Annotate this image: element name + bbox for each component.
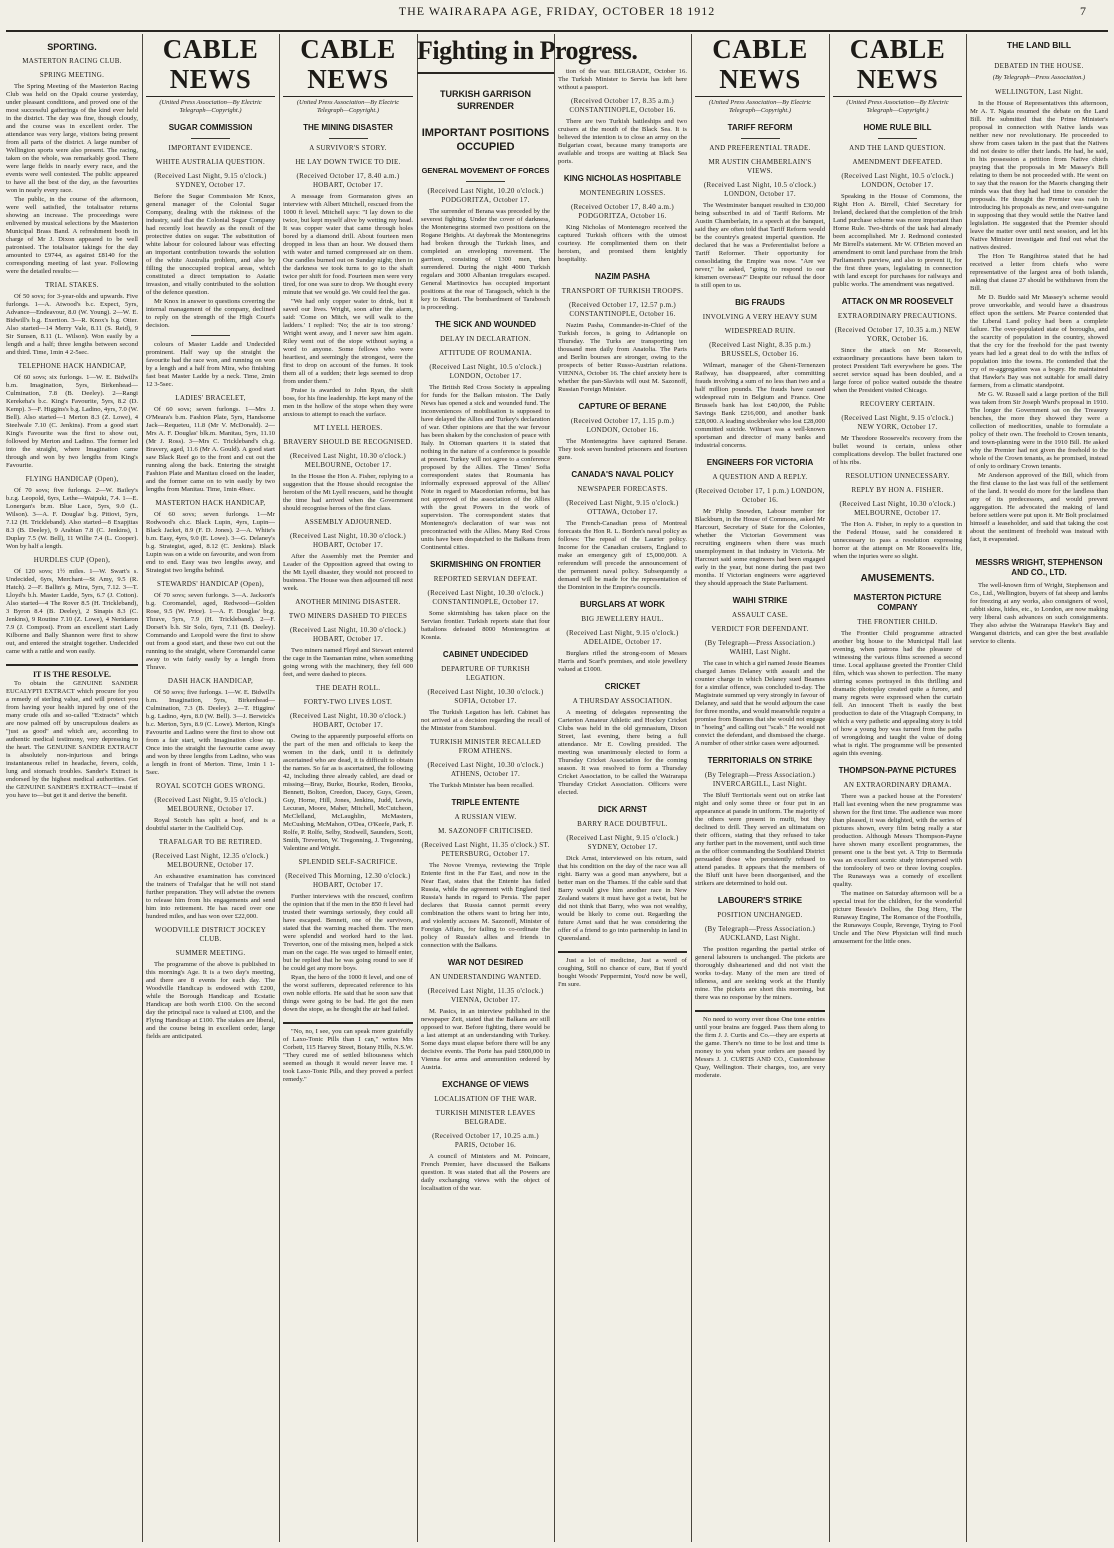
- column-cable-news-1: [146, 34, 275, 1542]
- dateline: (Received Last Night, 10.5 o'clock.) LONDON, October 17.: [429, 363, 542, 380]
- article-paragraph: colours of Master Ladde and Undecided prominent. Half way up the straight the favourite had the race won, and running on won by a length and a half from Mira, who finishing fast beat Master Ladde by a neck. Time, 2min 12 3-5sec.: [146, 341, 275, 388]
- article-paragraph: The Turkish Minister has been recalled.: [429, 782, 534, 789]
- headline: EXCHANGE OF VIEWS: [442, 1080, 529, 1089]
- article-paragraph: The public, in the course of the afternoon, were well satisfied, the totalisator returns showing an increase. The proceedings were enlivened by musical selections by the Masterton Municipal Brass Band. A refreshment booth in charge of Mr J. Dixon appeared to be well patronised. The totalisator takings for the day amounted to £9744, as against £8140 for the corresponding meeting of last year. Following were the detailed results:—: [6, 196, 138, 275]
- headline: GENERAL MOVEMENT OF FORCES: [421, 166, 550, 175]
- article-paragraph: The Hon Te Rangihiroa stated that he had received a letter from chiefs who were representative of the largest area of both islands, asking that clause 27 should be withdrawn from the Bill.: [970, 253, 1108, 292]
- article-paragraph: The Westminster banquet resulted in £30,000 being subscribed in aid of Tariff Reform. Mr Austin Chamberlain, in a speech at the banquet, said they are often told that Tariff Reform would be the country's greatest imperial question. He declared that he was a Preferentialist before a Tariff Reformer. Their opportunity for consolidating the Empire was now. "Are we never," he asked, "going to respond to our kinsmen overseas?" Despite our refusal the door is still open to us.: [695, 202, 825, 289]
- subheading: WHITE AUSTRALIA QUESTION.: [155, 158, 266, 166]
- column-rule: [966, 34, 967, 1542]
- article-paragraph: Some skirmishing has taken place on the Servian frontier. Turkish reports state that four battalions defeated 8000 Montenegrins at Kosnia.: [421, 610, 550, 641]
- subheading: BRAVERY SHOULD BE RECOGNISED.: [283, 438, 413, 446]
- article-paragraph: Ryan, the hero of the 1000 ft level, and one of the worst sufferers, deprecated reference to his own noble efforts. He said that he soon saw that things were going to be bad. He got the men down the stope, as he thought the air had failed.: [283, 974, 413, 1013]
- article-paragraph: Mr G. W. Russell said a large portion of the Bill was taken from Sir Joseph Ward's proposal in 1910. The longer the Government sat on the Treasury benches, the more they showed they were a collection of mediocrities, unable to formulate a policy of their own. The freehold to Crown tenants, and town-planning were in the 1910 Bill. He asked why the Premier had not given the freehold to the whole of the Crown tenants, as he promised, instead of only to ordinary Crown tenants.: [970, 391, 1108, 470]
- dateline: (Received Last Night, 9.15 o'clock.) MELBOURNE, October 17.: [154, 796, 267, 813]
- article-paragraph: A message from Gormanston gives an interview with Albert Mitchell, rescued from the 1000 ft level. Mitchell says: "I lay down to die twice, but kept myself alive by wetting my head. It was copper water that came through holes bored by a diamond drill. About fourteen men dropped in less than an hour. We doused them with water and turned compressed air on them. Our candles burned out on Sunday night; then in the darkness we took turns to go to the shaft twice per shift for food. Fourteen men were very tired, for one was sure to drop. We thought every minute that we would go. We could feel the gas.: [283, 193, 413, 296]
- dateline: (Received Last Night, 11.35 o'clock.) ST. PETERSBURG, October 17.: [421, 841, 550, 858]
- article-paragraph: "We had only copper water to drink, but it saved our lives. Wright, soon after the alarm, said: 'Come on Mitch, we will walk to the ladders.' I replied: 'No; the air is too strong.' Wright went away, and I never saw him again. Riley went out of the stope without saying a word to anyone. Some fellows who were heartiest, and seemingly the strongest, were the first to drop on account of the fumes. It took them all of a sudden; their legs seemed to drop from under them.": [283, 298, 413, 385]
- subheading: AND PREFERENTIAL TRADE.: [709, 144, 811, 152]
- subheading: SPLENDID SELF-SACRIFICE.: [298, 858, 398, 866]
- article-paragraph: Mr Philip Snowden, Labour member for Blackburn, in the House of Commons, asked Mr Harcourt, Secretary of State for the Colonies, whether the Victorian Government was recruiting engineers when there was much unemployment in that industry in Victoria. Mr Harcourt said some engineers had been engaged early in the year, but none during the past two months. If Victorian engineers were aggrieved they should approach the State Parliament.: [695, 508, 825, 587]
- race-result: Of 120 sovs; 1½ miles. 1—W. Swart's s. Undecided, 6yrs, Merchant—St Amy, 9.5 (R. Hatch). 2—F. Ballin's g. Mira, 5yrs, 7.12. 3—T. Lloyd's b.h. Master Ladde, 5yrs, 6.7 (J. Cotton). Also started—4 The Rover 8.5 (H. Trickleband), 3 Byron 8.4 (B. Deeley), 2 Sinapis 8.3 (C. Jenkins), 9 Routine 7.10 (Z. Lowe), 4 Neridaron 7.9 (J. Compost). From an excellent start Lady Kilborne and Bally Shannon were first to show out, and entered the straight together. Undecided came with a rattle and won easily.: [6, 568, 138, 655]
- subheading: MASTERTON RACING CLUB.: [22, 57, 122, 65]
- subheading: ASSAULT CASE.: [731, 611, 789, 619]
- column-land-bill: [970, 34, 1108, 1542]
- article-paragraph: Mr Anderson approved of the Bill, which from the first clause to the last was full of the settlement of the land. It would do more for the landless than any of its predecessors, and would prevent aggregation. He advocated the making of land before settlers were put upon it. Mr Bolt proclaimed himself a leaseholder, and said that taking the cost about the sentiment of freehold was instead with fact, it evaporated.: [970, 472, 1108, 543]
- column-rule: [829, 34, 830, 1542]
- cable-news-banner: CABLE NEWS: [833, 34, 962, 97]
- article-paragraph: The French-Canadian press of Montreal forecasts the Hon R. L. Borden's naval policy as follows: The repeal of the Laurier policy. Income for the Canadian cruisers, England to make an emergency gift of £5,000,000. A referendum will precede the announcement of the permanent naval policy. Subsequently a demand will be made for the representation of the Dominion in the Empire's councils.: [558, 520, 687, 591]
- race-title: STEWARDS' HANDICAP (Open),: [157, 580, 264, 588]
- subheading: HE LAY DOWN TWICE TO DIE.: [295, 158, 401, 166]
- divider: [191, 138, 230, 139]
- subheading: TRANSPORT OF TURKISH TROOPS.: [561, 287, 684, 295]
- headline: BIG FRAUDS: [735, 298, 785, 307]
- column-rule: [691, 34, 692, 1542]
- headline: TRIPLE ENTENTE: [451, 798, 520, 807]
- advertisement: [558, 951, 687, 989]
- headline: HOME RULE BILL: [863, 123, 932, 132]
- article-paragraph: M. Pasics, in an interview published in the newspaper Zeit, stated that the Balkans are still opposed to war. Before fighting, there would be a last attempt at an understanding with Turkey. Some days must elapse before there will be any decisive events. The Porte has paid £800,000 in Vienna for arms and ammunition ordered by Austria.: [421, 1008, 550, 1071]
- dateline: (Received Last Night, 10.30 o'clock.) CONSTANTINOPLE, October 17.: [427, 589, 544, 606]
- race-result: Of 70 sovs; seven furlongs. 3—A. Jackson's b.g. Coromandel, aged, Redwood—Golden Rose, 9.5 (W. Price). 1—A. F. Douglas' br.g. Thrave, 5yrs, 7.9 (H. Trickleband). 2—F. Dorset's b.h. Sir Solo, 6yrs, 7.11 (B. Deeley). Commando and Leopold were the first to show out from a good start, and these two cut out the running to the straight, where Coromandel came away to win fairly easily by a length from Thrave.: [146, 592, 275, 671]
- divider: [878, 138, 917, 139]
- ad-body: Just a lot of medicine, Just a word of coughing, Still no chance of cure, But if you'd bought Woods' Peppermint, You'd now be well, I'm sure.: [558, 957, 687, 988]
- dateline: (Received Last Night, 9.15 o'clock.) ADELAIDE, October 17.: [566, 629, 679, 646]
- dateline: (Received Last Night, 10.30 o'clock.) HOBART, October 17.: [290, 626, 406, 643]
- article-paragraph: A meeting of delegates representing the Carterton Amateur Athletic and Hockey Cricket Clubs was held in the old gymnasium, Dixon Street, last evening, there being a full attendance. Mr E. Cowling presided. The meeting was unanimously elected to form a Thursday Cricket Association for the coming season. It was resolved to form a Thursday Cricket Association, to be called the Wairarapa Thursday Cricket Association. Officers were elected.: [558, 709, 687, 796]
- headline: MESSRS WRIGHT, STEPHENSON AND CO., LTD.: [975, 558, 1103, 577]
- ad-body: "No, no, I see, you can speak more gratefully of Laxo-Tonic Pills than I can," writes Mrs Corbett, 115 Harvey Street, Botany Hills, N.S.W. "They cured me of settled biliousness which seemed as though it would never leave me. I took Laxo-Tonic Pills, and they proved a perfect remedy.": [283, 1028, 413, 1083]
- subheading: WOODVILLE DISTRICT JOCKEY CLUB.: [154, 926, 267, 943]
- article-paragraph: The programme of the above is published in this morning's Age. It is a two day's meeting, and there are 8 events for each day. The Woodville Handicap is endowed with £200, while the Borough Handicap and Ecstatic Handicap are both worth £100. On the second day the principal race is valued at £100, and the Flying Handicap at £100. The stakes are liberal, and the course being in excellent order, large fields are anticipated.: [146, 961, 275, 1040]
- divider: [741, 138, 780, 139]
- ad-heading: IT IS THE RESOLVE.: [32, 670, 112, 679]
- subheading: AMENDMENT DEFEATED.: [852, 158, 943, 166]
- dateline: (Received Last Night, 10.5 o'clock.) LONDON, October 17.: [841, 172, 954, 189]
- divider: [329, 138, 368, 139]
- article-paragraph: Nazim Pasha, Commander-in-Chief of the Turkish forces, is going to Adrianople on Thursday. The Turks are transporting ten thousand men daily from Anatolia. The Paris and Berlin bourses are stronger, owing to the prospects of better Russo-Austrian relations. VIENNA, October 16. The chief anxiety here is whether the pan-Slavists will oust M. Sazonoff, Russian Foreign Minister.: [558, 322, 687, 393]
- ad-body: To obtain the GENUINE SANDER EUCALYPTI EXTRACT which procure for you a remedy of sterling value, and will protect you from having your health injured by one of the many crude oils and so-called "Extracts" which are now palmed off by unscrupulous dealers as "just as good" and which are, according to authentic medical testimony, very depressing to the heart. The GENUINE SANDER EXTRACT is absolutely non-injurious and brings instantaneous relief in headache, fevers, colds, lung and stomach troubles. Sander's Extract is endorsed by the highest medical authorities. Get the GENUINE SANDER'S EXTRACT—insist if you have to—but get it and derive the benefit.: [6, 680, 138, 799]
- article-paragraph: Burglars rifled the strong-room of Messrs Harris and Scarf's premises, and stole jewellery valued at £1000.: [558, 650, 687, 673]
- race-result: Of 50 sovs; for 3-year-olds and upwards. Five furlongs. 1—A. Atwood's b.c. Expect, 5yrs, Advance—Endeavour, 8.0 (W. Young). 2—W. E. Bidwill's b.g. Exertion. 3—R. Knox's b.g. Otter. Also started—14 Merry Vale, 8.11 (S. Reid), 9 Sir Sunsen, 8.11 (L. Wilson). Won easily by a length and a half; three lengths between second and third. Time, 1min 4 2-5sec.: [6, 293, 138, 356]
- dateline: (Received October 17, 1.15 p.m.) LONDON, October 16.: [570, 417, 675, 434]
- article-paragraph: The Novoe Vremya, reviewing the Triple Entente first in the Far East, and now in the Near East, states that the Entente has failed Russia, while the agreement with England tied Russia's hands in regard to Persia. The paper declares that Russia cannot permit every combination the others want to bring her into, and violently accuses M. Sazonoff, Minister of Foreign Affairs, for failing to co-ordinate the policy of Russia's allies and friends in connection with the Balkans.: [421, 862, 550, 949]
- headline: THE LAND BILL: [1006, 40, 1072, 50]
- headline: THOMPSON-PAYNE PICTURES: [838, 766, 957, 775]
- race-title: DASH HACK HANDICAP,: [167, 677, 254, 685]
- dateline: (Received Last Night, 8.35 p.m.) BRUSSELS, October 16.: [709, 341, 811, 358]
- subheading: AN UNDERSTANDING WANTED.: [429, 973, 542, 981]
- article-paragraph: Before the Sugar Commission Mr Knox, general manager of the Colonial Sugar Company, dealing with the riskiness of the industry, said that the Colonial Sugar Company had recently lost heavily as the result of the protective duties on sugar. The substitution of white labour for coloured labour was effecting an important contribution towards the solution of the white Australia problem, and also by filling the unoccupied tropical areas, which constituted a direct temptation to Asiatic invasion, and vitally contributed to the solution of the defence question.: [146, 193, 275, 296]
- headline: THE SICK AND WOUNDED: [434, 320, 537, 329]
- race-title: FLYING HANDICAP (Open),: [25, 475, 119, 483]
- race-result: Of 50 sovs; five furlongs. 1—W. E. Bidwill's b.m. Imagination, 5yrs, Birkenhead—Culmination, 7.3 (B. Deeley). 2—T. Higgins' b.g. Ladino, 4yrs, 8.0 (W. Bell). 3—J. Berwick's b.c. Merton, 5yrs, 8.9 (C. Lowe). Merton, King's Favourite and Ladino were the first to show out from a fair start, with Imagination close up. Once into the straight the favourite came away and won by three lengths from Ladino, who was a length in front of Merton. Time, 1min 1 1-5sec.: [146, 689, 275, 776]
- article-paragraph: The Turkish Legation has left. Cabinet has not arrived at a decision regarding the recall of the Minister from Stamboul.: [421, 709, 550, 732]
- dateline: (Received Last Night, 10.30 o'clock.) ATHENS, October 17.: [427, 761, 544, 778]
- cable-news-banner: CABLE NEWS: [695, 34, 825, 97]
- headline: ATTACK ON MR ROOSEVELT: [841, 297, 954, 306]
- article-paragraph: The Montenegrins have captured Berane. They took seven hundred prisoners and fourteen guns.: [558, 438, 687, 461]
- subheading: MR AUSTIN CHAMBERLAIN'S VIEWS.: [708, 158, 812, 175]
- dateline: (Received October 17, 12.57 p.m.) CONSTANTINOPLE, October 16.: [568, 301, 677, 318]
- column-rule: [417, 34, 418, 1542]
- dateline: (Received October 17, 10.35 a.m.) NEW YORK, October 16.: [834, 326, 961, 343]
- headline: WAR NOT DESIRED: [447, 958, 524, 967]
- subheading: VERDICT FOR DEFENDANT.: [711, 625, 809, 633]
- article-paragraph: Mr D. Buddo said Mr Massey's scheme would prove unworkable, and would have a disastrous effect upon the settlers. Mr Pearce contended that the Liberal Land policy had been a complete failure. The over-populated state of boroughs, and the scarcity of population in the country, showed that the cry for the freehold for the past twenty years had led a great deal to do with the influx of population into the towns. He contended that the cry of re-aggregation was a bogey. He maintained that Hawke's Bay was not suitable for small dairy farmers, from a climatic standpoint.: [970, 294, 1108, 389]
- subheading: TURKISH MINISTER RECALLED FROM ATHENS.: [430, 738, 541, 755]
- headline: TURKISH GARRISON SURRENDER: [439, 89, 531, 111]
- race-result: Of 60 sovs; seven furlongs. 1—Mrs J. O'Meara's b.m. Fashion Plate, 5yrs, Handsome Jack—Requeteu, 11.8 (Mr V. McDonald). 2—Mrs A. F. Douglas' blk.m. Manitau, 5yrs, 11.10 (Mr J. Ross). 3—Mrs C. Trickleband's ch.g. Bravery, aged, 11.6 (Mr A. Gould). A good start saw Black Reef go to the front and cut out the running along the back. Entering the straight Fashion Plate and Manitau closed on the leader, and the former came on to win easily by two lengths from Manitau. Time, 1min 49sec.: [146, 406, 275, 493]
- subheading: DELAY IN DECLARATION.: [440, 335, 531, 343]
- dateline: (Received Last Night, 10.20 o'clock.) PODGORITZA, October 17.: [427, 187, 544, 204]
- subheading: TWO MINERS DASHED TO PIECES: [288, 612, 408, 620]
- column-rule: [142, 34, 143, 1542]
- masthead-rule: [6, 30, 1108, 32]
- race-title: TELEPHONE HACK HANDICAP,: [17, 362, 127, 370]
- subheading: THE DEATH ROLL.: [315, 684, 381, 692]
- dateline: (Received October 17, 1 p.m.) LONDON, October 16.: [695, 487, 825, 504]
- section-heading: SPORTING.: [47, 42, 97, 52]
- dateline: WELLINGTON, Last Night.: [994, 88, 1084, 96]
- subheading: EXTRAORDINARY PRECAUTIONS.: [837, 312, 958, 320]
- dateline: (Received October 17, 8.40 a.m.) HOBART, October 17.: [296, 172, 400, 189]
- headline: THE MINING DISASTER: [303, 123, 393, 132]
- article-paragraph: Mr Knox in answer to questions covering the internal management of the company, declined to reply on the strength of the High Court's decision.: [146, 298, 275, 329]
- cable-news-banner: CABLE NEWS: [146, 34, 275, 97]
- subheading: REPORTED SERVIAN DEFEAT.: [433, 575, 538, 583]
- dateline: (Received Last Night, 10.30 o'clock.) MELBOURNE, October 17.: [290, 452, 406, 469]
- article-paragraph: King Nicholas of Montenegro received the captured Turkish officers with the utmost courtesy. He complimented them on their heroism, and promised them knightly hospitality.: [558, 224, 687, 263]
- divider: [191, 335, 230, 336]
- subheading: IMPORTANT EVIDENCE.: [168, 144, 253, 152]
- subheading: LOCALISATION OF THE WAR.: [434, 1095, 537, 1103]
- subheading: DEBATED IN THE HOUSE.: [994, 62, 1084, 70]
- press-credit: (United Press Association—By Electric Telegraph—Copyright.): [708, 99, 812, 114]
- page-number: 7: [1080, 4, 1087, 18]
- article-paragraph: Wilmart, manager of the Ghent-Ternenzen Railway, has disappeared, after committing frauds involving a sum of no less than two and a half million pounds. The frauds have caused widespread ruin in Belgium and France. One Brussels bank has lost £40,000, the Public Savings Bank £216,000, and another bank £28,000. A leading stockbroker who lost £28,000 committed suicide. Wilmart was a well-known sportsman and director of many banks and industrial concerns.: [695, 362, 825, 449]
- headline: NAZIM PASHA: [595, 272, 650, 281]
- subheading: REPLY BY HON A. FISHER.: [851, 486, 944, 494]
- dateline: (Received Last Night, 10.5 o'clock.) LONDON, October 17.: [703, 181, 817, 198]
- subheading: SPRING MEETING.: [39, 71, 105, 79]
- divider: [466, 181, 505, 182]
- subheading: M. SAZONOFF CRITICISED.: [438, 827, 533, 835]
- subheading: A THURSDAY ASSOCIATION.: [572, 697, 673, 705]
- subheading: A QUESTION AND A REPLY.: [712, 473, 808, 481]
- press-credit: (United Press Association—By Electric Telegraph—Copyright.): [159, 99, 262, 114]
- article-paragraph: The position regarding the partial strike of general labourers is unchanged. The pickets are thoroughly disheartened and did not visit the works to-day. Many of the men are tired of idleness, and are seeking work at the Huntly mine. The pickets are short this morning, but there was no response by the miners.: [695, 946, 825, 1001]
- headline: BURGLARS AT WORK: [580, 600, 665, 609]
- article-paragraph: The well-known firm of Wright, Stephenson and Co., Ltd., Wellington, buyers of fat sheep and lambs for freezing at any works, also consigners of wool, rabbit skins, hides, etc., to London, are now making very liberal cash advances on such consignments. They also advise the Wairarapa Hawke's Bay and Wanganui districts, and can give the best available service to clients.: [970, 582, 1108, 645]
- article-paragraph: Further interviews with the rescued, confirm the opinion that if the men in the 850 ft level had trusted their warnings seriously, they could all have escaped. Bennett, one of the survivors, stated that the warning reached them. The men were splendid and worked hard to the last. Treverton, one of the missing men, helped a sick man on the cage. He was urged to himself enter, but he replied that he was going round to see if he could get any more boys.: [283, 893, 413, 972]
- cable-news-banner: CABLE NEWS: [283, 34, 413, 97]
- headline: SUGAR COMMISSION: [168, 123, 253, 132]
- masthead: [0, 4, 1114, 24]
- article-paragraph: Speaking in the House of Commons, the Right Hon A. Birrell, Chief Secretary for Ireland, declared that the completion of the Irish Land purchase scheme was more important than Home Rule. Two-thirds of the task had already been accomplished. Mr J. Redmond contested Mr Birrell's statement. Mr W. O'Brien moved an amendment to omit land purchase from the Irish Parliament's purview, and also to prevent it, for the first three years, legislating in connection with land except for purchases for railways and public works. The amendment was negatived.: [833, 193, 962, 288]
- headline: CAPTURE OF BERANE: [578, 402, 667, 411]
- column-cable-news-3: [695, 34, 825, 1542]
- advertisement: [283, 1022, 413, 1084]
- subheading: NEWSPAPER FORECASTS.: [577, 485, 668, 493]
- subheading: SUMMER MEETING.: [175, 949, 246, 957]
- headline: MASTERTON PICTURE COMPANY: [853, 593, 942, 612]
- article-paragraph: The surrender of Berana was preceded by the severest fighting. Under the cover of darkness, the Montenegrins stormed two positions on the Rogane Heights. At daybreak the Montenegrins had broken through the Turkish lines, and completed an enveloping movement. The garrison, consisting of 1300 men, then surrendered. During the night 4000 Turkish regulars and 3000 Albanian irregulars escaped. General Martinovics has occupied important positions at the rear of Taragosch, which is the key to Skutari. The bombardment of Tarabosch is proceeding.: [421, 208, 550, 311]
- race-title: TRIAL STAKES.: [45, 281, 99, 289]
- subheading: TRAFALGAR TO BE RETIRED.: [158, 838, 263, 846]
- subheading: THE FRONTIER CHILD.: [857, 618, 938, 626]
- article-paragraph: There was a packed house at the Foresters' Hall last evening when the new programme was shown for the first time. The audience was more than pleased, it was delighted, with the series of pictures shown, every film being really a star production. Although Messrs Thompson-Payne have shown many excellent programmes, the present one is the best yet. A Trip to Bermuda was an excellent scenic study interspersed with the tomfoolery of two or three loving couples. The Runaways was a comedy of excellent quality.: [833, 793, 962, 888]
- dateline: (Received Last Night, 11.35 o'clock.) VIENNA, October 17.: [427, 987, 544, 1004]
- article-paragraph: The Bluff Territorials went out on strike last night and only some three or four put in an appearance at parade in uniform. The majority of the others were present in mufti, but they declined to drill. They served an ultimatum on their officers, stating that they refused to take any further part in the movement, until such time as the officer commanding the Southland District persuaded those who persistently refused to attend parades. It appears that the members of the Bluff unit have been disorganised, and the strikers are determined to hold out.: [695, 792, 825, 887]
- press-credit: (By Telegraph—Press Association.): [992, 74, 1086, 81]
- subheading: RECOVERY CERTAIN.: [859, 400, 936, 408]
- article-paragraph: In the House of Representatives this afternoon, Mr A. T. Ngata resumed the debate on the Land Bill. He submitted that the Prime Minister's proposal in connection with Native lands was neither new nor revolutionary. He proceeded to show from cases taken in the past that the Natives did not desire to offer their lands. He had, he said, in his possession a petition from Native chiefs praying that the proposals in Mr Massey's Bill relating to them be not proceeded with. He went on to say that the reason for the Maoris changing their minds was that they had had time to consider the proposals. He thought the Premier was rash in introducing his proposals as new, and over-sanguine in supposing that they would settle the Native land legislation. He suggested that the Premier should leave the matter over until next session, and let his Native Minister investigate and find out what the natives desired.: [970, 100, 1108, 251]
- article-paragraph: Mr Theodore Roosevelt's recovery from the bullet wound is certain, unless other complications develop. The bullet fractured one of his ribs.: [833, 435, 962, 466]
- article-paragraph: A council of Ministers and M. Poincare, French Premier, have discussed the Balkans question. It was stated that all the Powers are daily exchanging views with the object of localisation of the war.: [421, 1153, 550, 1192]
- article-paragraph: Two miners named Floyd and Stewart entered the cage in the Tasmanian mine, when something going wrong with the machinery, they fell 600 feet, and were dashed to pieces.: [283, 647, 413, 678]
- dateline: (Received Last Night, 12.35 o'clock.) MELBOURNE, October 17.: [152, 852, 269, 869]
- headline: LABOURER'S STRIKE: [717, 896, 803, 905]
- dateline: (By Telegraph—Press Association.) WAIHI, Last Night.: [704, 639, 816, 656]
- headline: SKIRMISHING ON FRONTIER: [430, 560, 541, 569]
- dateline: (Received Last Night, 10.30 o'clock.) SOFIA, October 17.: [427, 688, 544, 705]
- subheading: A SURVIVOR'S STORY.: [309, 144, 387, 152]
- headline: CABINET UNDECIDED: [442, 650, 529, 659]
- column-rule: [279, 34, 280, 1542]
- subheading: WIDESPREAD RUIN.: [724, 327, 796, 335]
- dateline: (Received Last Night, 10.30 o'clock.) HOBART, October 17.: [290, 532, 406, 549]
- dateline: (Received Last Night, 9.15 o'clock.) OTTAWA, October 17.: [566, 499, 679, 516]
- column-war-news-continued: [558, 34, 687, 1542]
- advertisement: [695, 1010, 825, 1080]
- ad-body: No need to worry over those One tone entries until your brains are fogged. Pass them along to the firm J. J. Curtis and Co.—they are experts at the game. There's no time to be lost and time is money to you when your orders are passed by Messrs J. J. CURTIS AND CO., Customhouse Quay, Wellington. Their charges, too, are very moderate.: [695, 1016, 825, 1079]
- masthead-title: THE WAIRARAPA AGE, FRIDAY, OCTOBER 18 1912: [398, 4, 716, 18]
- dateline: (By Telegraph—Press Association.) INVERCARGILL, Last Night.: [704, 771, 816, 788]
- column-rule: [554, 34, 555, 1542]
- subheading: BARRY RACE DOUBTFUL.: [577, 820, 668, 828]
- article-paragraph: After the Assembly met the Premier and Leader of the Opposition agreed that owing to the Mt Lyell disaster, they would not proceed to business. The House was then adjourned till next week.: [283, 553, 413, 592]
- article-paragraph: Since the attack on Mr Roosevelt, extraordinary precautions have been taken to protect President Taft everywhere he goes. The secret service squad has been doubled, and a large force of police waited outside the theatre when the President visited Chicago.: [833, 347, 962, 394]
- subheading: RESOLUTION UNNECESSARY.: [845, 472, 950, 480]
- race-title: LADIES' BRACELET,: [175, 394, 246, 402]
- subheading: AN EXTRAORDINARY DRAMA.: [843, 781, 952, 789]
- press-credit: (United Press Association—By Electric Telegraph—Copyright.): [846, 99, 949, 114]
- dateline: (By Telegraph—Press Association.) AUCKLAND, Last Night.: [704, 925, 816, 942]
- headline: CRICKET: [604, 682, 641, 691]
- subheading: MT LYELL HEROES.: [313, 424, 383, 432]
- headline: IMPORTANT POSITIONS OCCUPIED: [421, 127, 550, 153]
- subheading: ANOTHER MINING DISASTER.: [295, 598, 401, 606]
- dateline: (Received Last Night, 9.15 o'clock.) SYDNEY, October 17.: [154, 172, 267, 189]
- headline: TARIFF REFORM: [727, 123, 793, 132]
- headline: TERRITORIALS ON STRIKE: [707, 756, 813, 765]
- article-paragraph: The Spring Meeting of the Masterton Racing Club was held on the Opaki course yesterday, under pleasant conditions, and proved one of the most successful gatherings of the kind ever held in the district. The day was fine, though cloudy, and the course was in excellent order. The attendance was very large, visitors being present from all parts of the district. A large number of Wellington sports were also present. The racing, taken on the whole, was remarkably good. There were large fields in nearly every race, and the events were well contested. The public appeared to have all the best of the day, as the favourites won in nearly every race.: [6, 83, 138, 194]
- dateline: (Received Last Night, 9.15 o'clock.) NEW YORK, October 17.: [841, 414, 954, 431]
- dateline: (Received October 17, 8.40 a.m.) PODGORITZA, October 16.: [571, 203, 674, 220]
- headline: ENGINEERS FOR VICTORIA: [706, 458, 814, 467]
- headline: CANADA'S NAVAL POLICY: [571, 470, 674, 479]
- article-paragraph: The matinee on Saturday afternoon will be a special treat for the children, for the wonderful picture Bessie's Dollies, the Dog Hero, The Runaway Engine, The Romance of the Foothills, the Runaways Couple, Revenge, Trying to Fool Uncle and The New Physician will find much amusement for the little ones.: [833, 890, 962, 945]
- subheading: AND THE LAND QUESTION.: [849, 144, 946, 152]
- race-title: MASTERTON HACK HANDICAP,: [155, 499, 266, 507]
- race-result: Of 60 sovs; seven furlongs. 1—Mr Rodwood's ch.c. Black Lupin, 4yrs, Lupin—Black Jacket, 8.9 (F. D. Jones). 2—A. White's b.m. Easy, 4yrs, 9.0 (E. Lowe). 3—G. Delaney's b.g. Strategist, aged, 8.12 (C. Jenkins). Black Lupin was on a wide on favourite, and won from end to end. Easy was two lengths away, and Strategist two lengths behind.: [146, 511, 275, 574]
- article-paragraph: tion of the war. BELGRADE, October 16. The Turkish Minister to Servia has left here without a passport.: [558, 68, 687, 91]
- article-paragraph: In the House the Hon A. Fisher, replying to a suggestion that the House should recognise the heroism of the Mt Lyell rescuers, said he thought the time had arrived when the Government should recognise heroes of the first class.: [283, 473, 413, 512]
- article-paragraph: Praise is awarded to John Ryan, the shift boss, for his fine leadership. He kept many of the men in the hollow of the stope when they were anxious to attempt to reach the surface.: [283, 387, 413, 418]
- article-paragraph: The Hon A. Fisher, in reply to a question in the Federal House, said he considered it unnecessary to pass a resolution expressing horror at the attempt on Mr Roosevelt's life, when the injuries were so slight.: [833, 521, 962, 560]
- subheading: TURKISH MINISTER LEAVES BELGRADE.: [435, 1109, 536, 1126]
- subheading: ROYAL SCOTCH GOES WRONG.: [155, 782, 266, 790]
- subheading: FORTY-TWO LIVES LOST.: [303, 698, 393, 706]
- dateline: (Received Last Night, 10.30 o'clock.) HOBART, October 17.: [290, 712, 406, 729]
- subheading: INVOLVING A VERY HEAVY SUM: [702, 313, 818, 321]
- dateline: (Received Last Night, 10.30 o'clock.) MELBOURNE, October 17.: [839, 500, 956, 517]
- subheading: DEPARTURE OF TURKISH LEGATION.: [441, 665, 530, 682]
- column-sporting: [6, 34, 138, 1542]
- subheading: BIG JEWELLERY HAUL.: [581, 615, 664, 623]
- article-paragraph: The British Red Cross Society is appealing for funds for the Balkan mission. The Daily News has opened a sick and wounded fund. The inconveniences of mobilisation is supposed to have delayed the Allies and Turkey's declaration of war. Other opinions are that the war fervour has been shaken by the conclusion of peace with Italy. In Ottoman quarters it is stated that nothing in the nature of a conference is possible at present. Turkey will not agree to a conference proposed by the Allies. The Times' Sofia correspondent states that Roumania has informally expressed approval of the Allies' Note in regard to Macedonian reforms, but has not approved of the association of the Allies with the great Powers in the work of supervision. The correspondent states that Montenegro's declaration of war was not precontracted with the Allies. Many Red Cross units have been despatched to the Balkans from Continental cities.: [421, 384, 550, 551]
- article-paragraph: The case in which a girl named Jessie Beames charged James Delaney with assault and the counter charge in which Delaney sued Beames for a similar offence, was concluded to-day. The Magistrate summed up very strongly in favour of Delaney, and said that he would adjourn the case for three months, and would meanwhile require a promise from Beames that she would not engage in "hoeing" and calling out "scab." He would not convict the defendant, and dismissed the charge. A number of other strike cases were adjourned.: [695, 660, 826, 747]
- advertisement: [6, 664, 138, 800]
- headline: WAIHI STRIKE: [732, 596, 788, 605]
- article-paragraph: An exhaustive examination has convinced the trainers of Trafalgar that he will not stand further preparation. They will advise the owners to release him from his engagements and send him into retirement. He has raced over one hundred miles, and has won over £22,000.: [146, 873, 275, 920]
- article-paragraph: Royal Scotch has split a hoof, and is a doubtful starter in the Caulfield Cup.: [146, 817, 275, 832]
- article-paragraph: The Frontier Child programme attracted another big house to the Municipal Hall last evening, when patrons had the pleasure of witnessing the various films screened a second time. Local appliause greeted the Frontier Child film, which was shown to perfection. The many stirring scenes portrayed in this thrilling and dramatic photoplay created quite a furore, and many regrets were expressed when the curtain fell. An innocent Theft is easily the best production to date of the Vitagraph Company, in which a very pathetic and appealing story is told of how a young boy was turned from the paths of wrongdoing and taught the value of doing what is right. The programme will be presented again this evening.: [833, 630, 962, 757]
- race-result: Of 60 sovs; six furlongs. 1—W. E. Bidwill's b.m. Imagination, 5yrs, Birkenhead—Culmination, 7.8 (B. Deeley). 2—Rangi Kerekeha's b.c. King's Favourite, 5yrs, 8.2 (D. Kemp). 3—F. Higgins's b.g. Ladino, 4yrs, 7.0 (W. Bell). Also started—1 Merton 8.3 (Z. Lowe), 4 Steelwale 7.10 (C. Jenkins). From a good start King's Favourite was the first to show out, followed by Merton and Ladino. The former led into the straight, where Imagination came through and won by two lengths from King's Favourite.: [6, 374, 138, 469]
- dateline: (Received October 17, 10.25 a.m.) PARIS, October 16.: [432, 1132, 539, 1149]
- article-paragraph: Dick Arnst, interviewed on his return, said that his condition on the day of the race was all right. Barry was a good man anywhere, but a better man on the Thames. If the cable said that Barry would give him another race in New Zealand waters it must have got a twist, but he did not think that Barry, who was not wealthy, would be likely to come out. Regarding the future Arnst said that he was considering the offer of a friend to go into partnership in land in Queensland.: [558, 855, 687, 942]
- dateline: (Received This Morning, 12.30 o'clock.) HOBART, October 17.: [285, 872, 411, 889]
- race-title: HURDLES CUP (Open),: [33, 556, 111, 564]
- subheading: A RUSSIAN VIEW.: [454, 813, 517, 821]
- article-paragraph: Owing to the apparently purposeful efforts on the part of the men and officials to keep the women in the dark, until it is definitely ascertained who are dead, it is difficult to obtain the names. So far as is ascertained, the following 42, including three already cabled, are dead or missing—Bray, Burke, Bourke, Roden, Brooks, Bennett, Bolton, Creedon, Dacey, Guys, Green, Guy, Horne, Hill, Jones, Jenkins, Judd, Lewis, Lecuran, Moore, Maher, Mitchell, McCutcheon, McClelland, McLaughlin, McMasters, McCushing, McMahon, O'Dea, O'Keefe, Park, F. Rolfe, P. Rolfe, Selby, Stodwell, Saunders, Scott, Smith, Treverton, W. Tregonning, J. Tregonning, Valentine and Wright.: [283, 733, 413, 852]
- press-credit: (United Press Association—By Electric Telegraph—Copyright.): [296, 99, 400, 114]
- column-cable-news-4: [833, 34, 962, 1542]
- article-paragraph: There are two Turkish battleships and two cruisers at the mouth of the Black Sea. It is believed the intention is to close an army on the Bulgarian coast, because many transports are available and troops are waiting at Black Sea ports.: [558, 118, 687, 165]
- subheading: POSITION UNCHANGED.: [717, 911, 803, 919]
- headline: AMUSEMENTS.: [860, 573, 935, 584]
- subheading: ASSEMBLY ADJOURNED.: [304, 518, 392, 526]
- subheading: ATTITUDE OF ROUMANIA.: [439, 349, 532, 357]
- column-cable-news-2: [283, 34, 413, 1542]
- subheading: MONTENEGRIN LOSSES.: [579, 189, 666, 197]
- headline: DICK ARNST: [597, 805, 648, 814]
- dateline: (Received October 17, 8.35 a.m.) CONSTANTINOPLE, October 16.: [569, 97, 676, 114]
- headline: KING NICHOLAS HOSPITABLE: [563, 174, 682, 183]
- dateline: (Received Last Night, 9.15 o'clock.) SYDNEY, October 17.: [566, 834, 679, 851]
- race-result: Of 70 sovs; five furlongs. 2—W. Bailey's b.r.g. Leopold, 6yrs, Lethe—Waipuki, 7.4. 1—E. Lonergan's br.m. Blue Lace, 5yrs, 9.0 (L. Wilson). 3—A. F. Douglas' b.g. Pitiovi, 5yrs, 7.12 (H. Trickleband). Also started—8 Exapjitas 8.3 (B. Deeley), 9 Arabian 7.8 (C. Jenkins), 1 Duplay 7.5 (W. Bell), 11 Willie 7.4 (L. Cooper). Won by half a length.: [6, 487, 138, 550]
- main-headline: Fighting in Progress.: [417, 34, 554, 74]
